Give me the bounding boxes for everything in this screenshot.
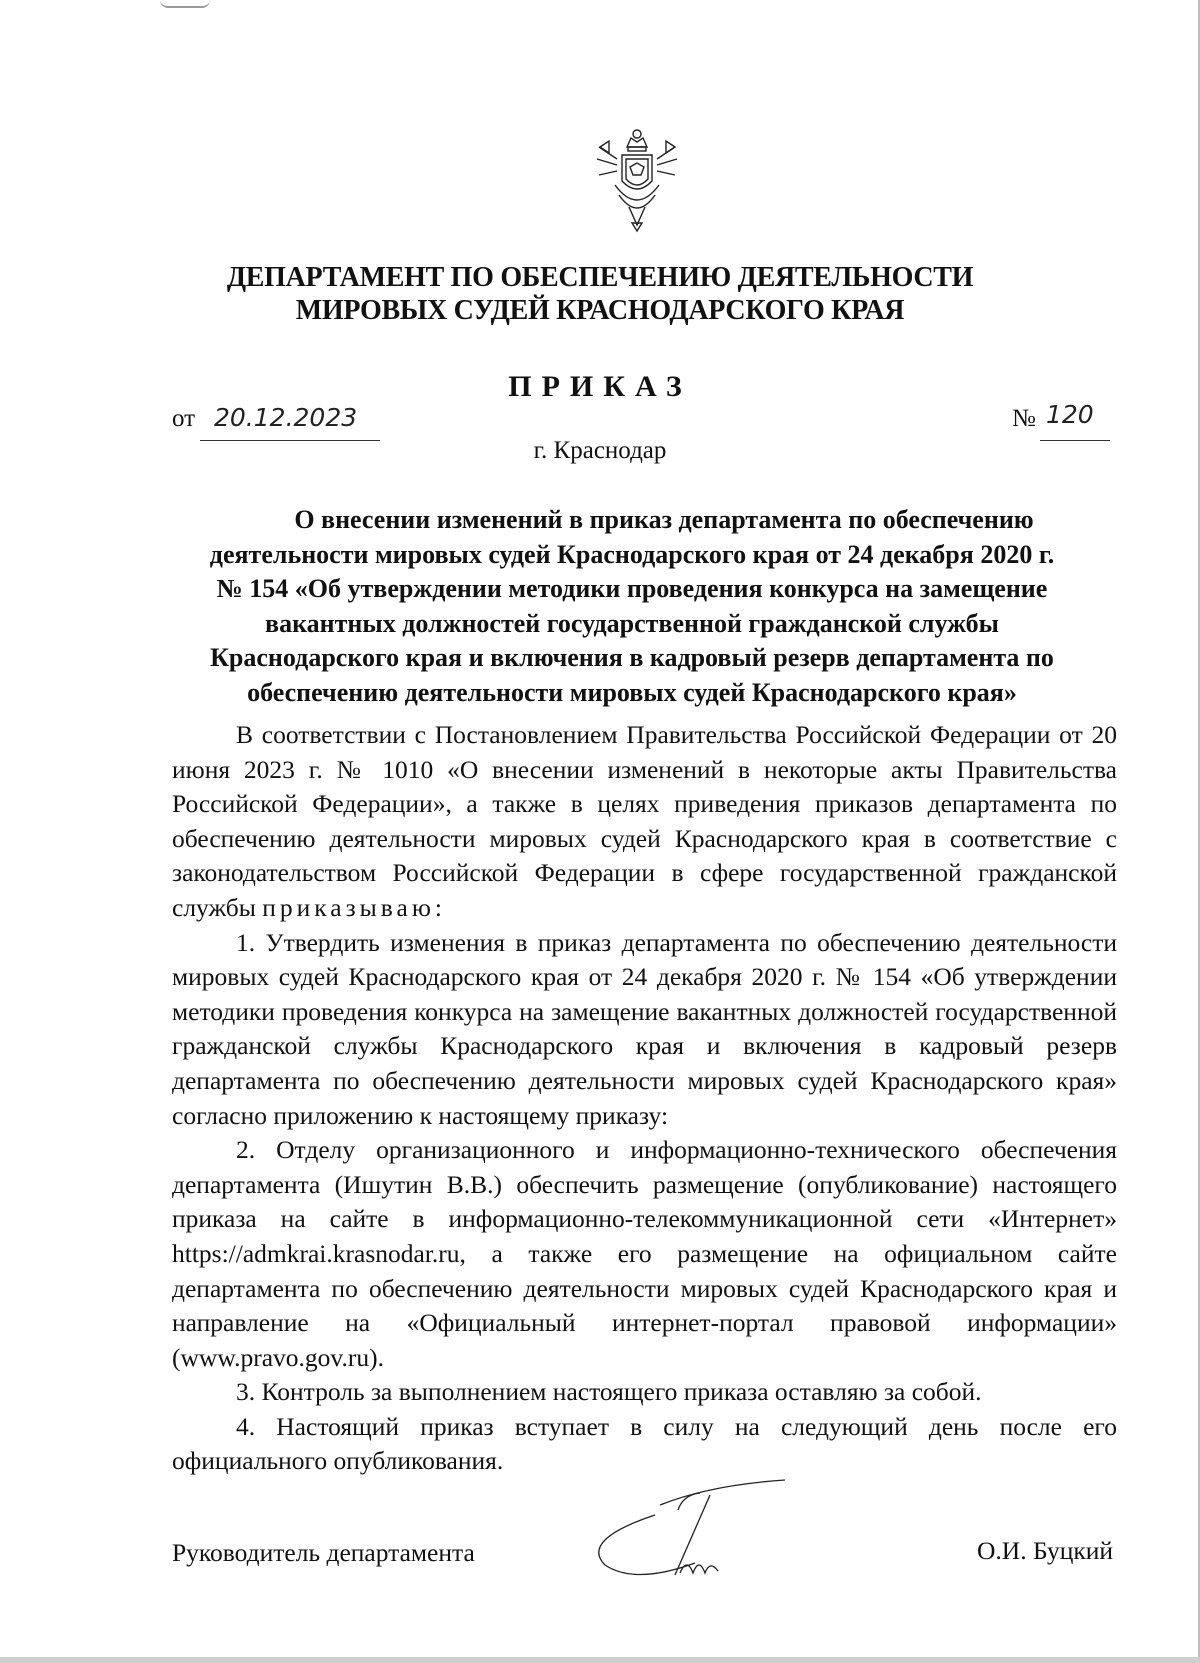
subject-line: обеспечению деятельности мировых судей Краснодарского края» — [247, 677, 1017, 707]
city: г. Краснодар — [533, 437, 667, 464]
date-value: 20.12.2023 — [214, 403, 358, 432]
page-edge-bottom — [0, 1657, 1200, 1663]
item-1: 1. Утвердить изменения в приказ департамента по обеспечению деятельности мировых судей Краснодарского края от 24 декабря 2020 г. № 154 «Об утверждении методики проведения конкурса на замещение вакантных должностей государственной гражданской службы Краснодарского края и включения в кадровый резерв департамента по обеспечению деятельности мировых судей Краснодарского края» согласно приложению к настоящему приказу: — [172, 927, 1117, 1130]
item-3: 3. Контроль за выполнением настоящего приказа оставляю за собой. — [236, 1377, 982, 1407]
date-prefix: от — [172, 405, 196, 432]
preamble-text: В соответствии с Постановлением Правительства Российской Федерации от 20 июня 2023 г. № 1010 «О внесении изменений в некоторые акты Правительства Российской Федерации», а также в целях приведения приказов департамента по обеспечению деятельности мировых судей Краснодарского края в соответствие с законодательством Российской Федерации в сфере государственной гражданской службы — [172, 720, 1117, 922]
subject-line: О внесении изменений в приказ департамента по обеспечению — [294, 505, 1034, 534]
department-name-line2: МИРОВЫХ СУДЕЙ КРАСНОДАРСКОГО КРАЯ — [295, 295, 905, 326]
signatory-name: О.И. Буцкий — [977, 1536, 1114, 1565]
document-subject — [172, 503, 1092, 710]
preamble-paragraph — [172, 718, 1117, 926]
signatory-role: Руководитель департамента — [172, 1538, 475, 1567]
document-title: ПРИКАЗ — [508, 370, 692, 403]
item-2: 2. Отделу организационного и информационно-технического обеспечения департамента (Ишутин В.В.) обеспечить размещение (опубликование) настоящего приказа на сайте в информационно-телекоммуникационной сети «Интернет» https://admkrai.krasnodar.ru, а также его размещение на официальном сайте департамента по обеспечению деятельности мировых судей Краснодарского края и направление на «Официальный интернет-портал правовой информации» (www.pravo.gov.ru). — [172, 1135, 1117, 1372]
order-word: приказываю: — [262, 892, 446, 922]
subject-line: № 154 «Об утверждении методики проведения конкурса на замещение — [216, 574, 1048, 603]
department-name-line1: ДЕПАРТАМЕНТ ПО ОБЕСПЕЧЕНИЮ ДЕЯТЕЛЬНОСТИ — [226, 262, 974, 293]
item-4: 4. Настоящий приказ вступает в силу на следующий день после его официального опубликования. — [172, 1411, 1117, 1476]
scan-mark — [160, 0, 210, 8]
document-body — [172, 718, 1117, 1479]
number-prefix: № — [1012, 405, 1036, 432]
subject-line: деятельности мировых судей Краснодарского края от 24 декабря 2020 г. — [209, 539, 1055, 569]
handwritten-signature-icon — [560, 1465, 820, 1585]
coat-of-arms-icon — [595, 125, 680, 235]
subject-line: вакантных должностей государственной гражданской службы — [265, 608, 999, 638]
subject-line: Краснодарского края и включения в кадровый резерв департамента по — [210, 643, 1054, 672]
number-value: 120 — [1046, 400, 1094, 429]
